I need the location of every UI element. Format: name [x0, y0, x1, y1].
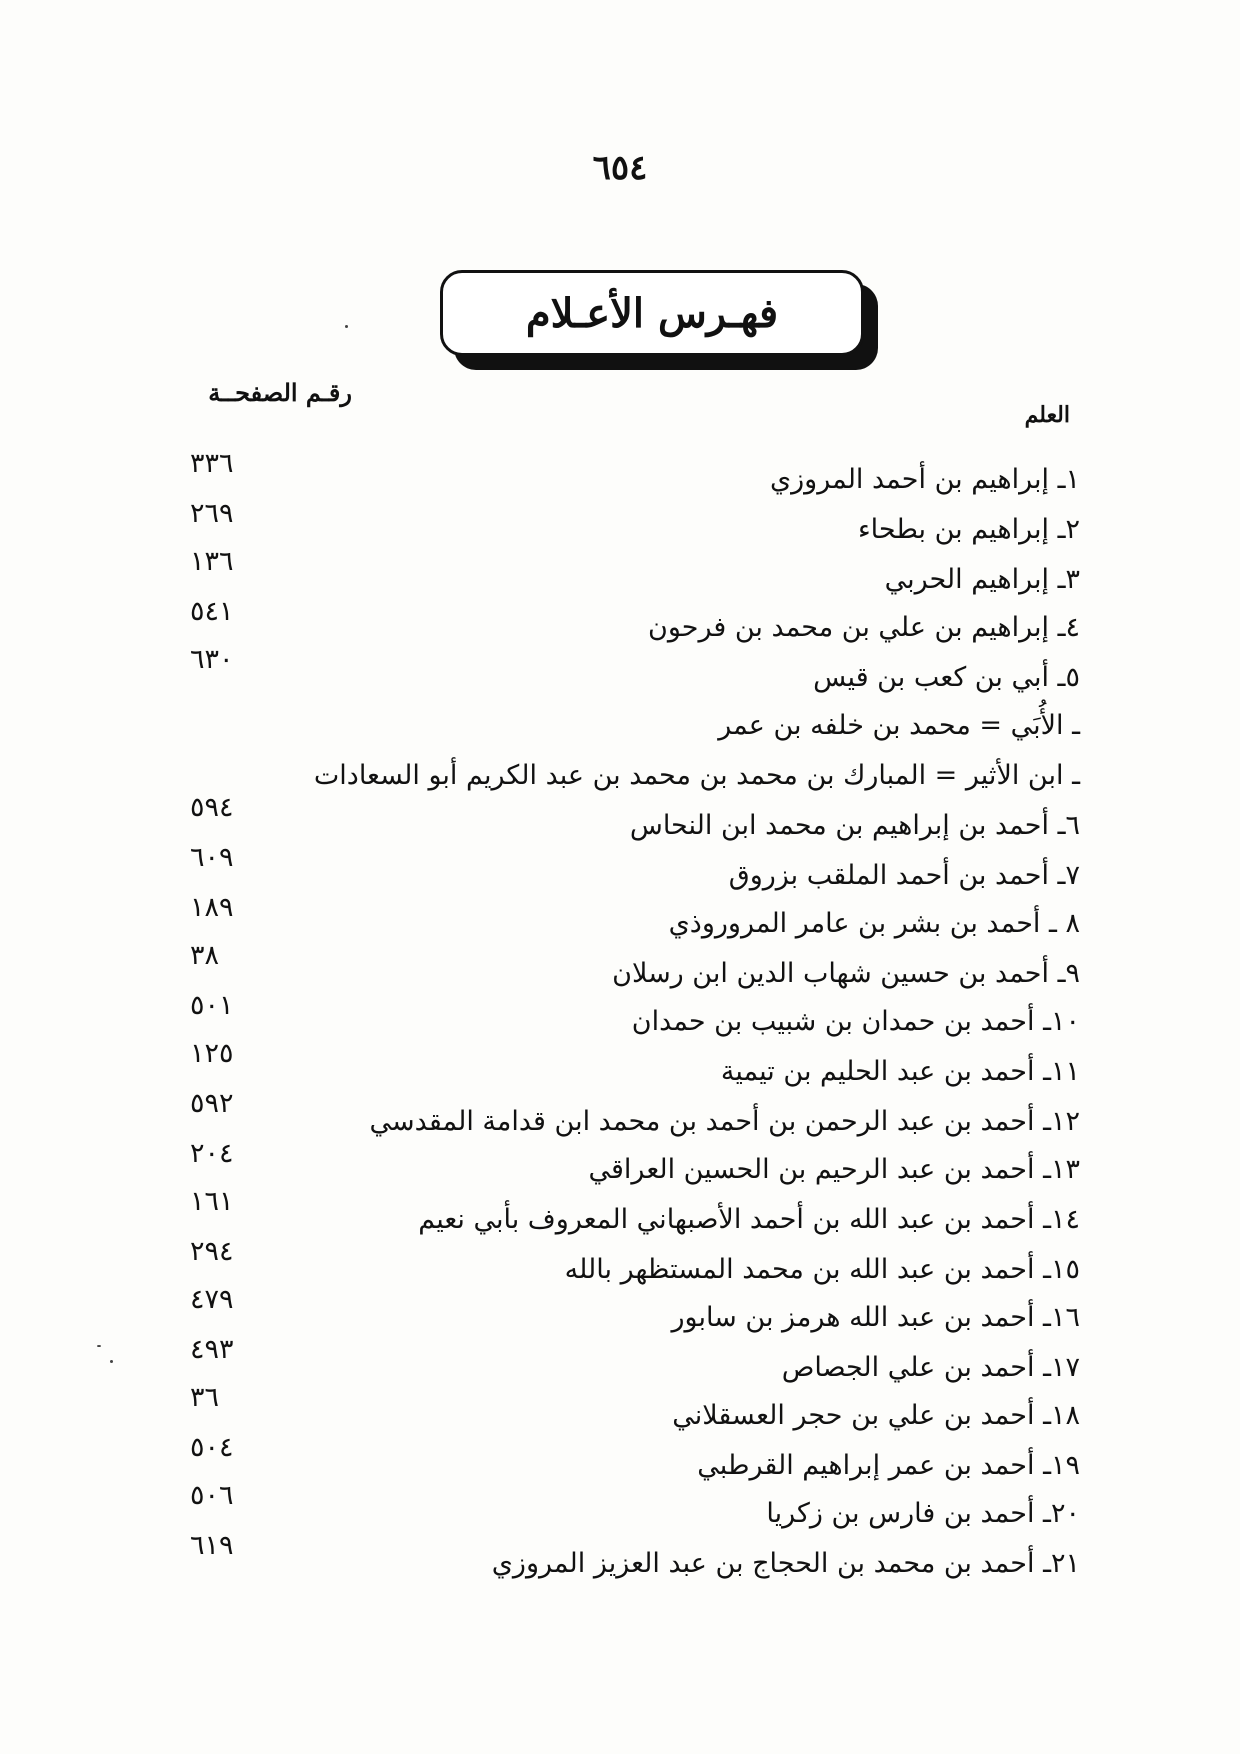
entry-page-number: ٤٩٣ [190, 1334, 234, 1365]
entry-name: ٤ـ إبراهيم بن علي بن محمد بن فرحون [648, 612, 1080, 643]
entry-name: ١٤ـ أحمد بن عبد الله بن أحمد الأصبهاني المعروف بأبي نعيم [418, 1204, 1080, 1235]
index-title: فهـرس الأعـلام [440, 270, 864, 356]
entry-name: ١٧ـ أحمد بن علي الجصاص [781, 1352, 1080, 1383]
entry-page-number: ٢٠٤ [190, 1138, 234, 1169]
entry-page-number: ١٣٦ [190, 546, 234, 577]
scan-speck [110, 1360, 113, 1363]
entry-page-number: ٦٠٩ [190, 842, 234, 873]
entry-page-number: ١٢٥ [190, 1038, 234, 1069]
entry-name: ٢٠ـ أحمد بن فارس بن زكريا [766, 1498, 1080, 1529]
entry-name: ٢ـ إبراهيم بن بطحاء [857, 514, 1080, 545]
page-number: ٦٥٤ [592, 148, 648, 188]
entry-name: ٦ـ أحمد بن إبراهيم بن محمد ابن النحاس [629, 810, 1080, 841]
entry-page-number: ٣٣٦ [190, 448, 234, 479]
entry-name: ١ـ إبراهيم بن أحمد المروزي [769, 464, 1080, 495]
entry-name: ١٨ـ أحمد بن علي بن حجر العسقلاني [672, 1400, 1080, 1431]
page-column-header: رقـم الصفحــة [208, 378, 352, 407]
entry-page-number: ١٦١ [190, 1186, 234, 1217]
entry-name: ٩ـ أحمد بن حسين شهاب الدين ابن رسلان [612, 958, 1080, 989]
entry-name: ٣ـ إبراهيم الحربي [884, 564, 1080, 595]
entry-page-number: ٣٨ [190, 940, 220, 971]
entry-page-number: ٥٠٤ [190, 1432, 234, 1463]
entry-name: ـ ابن الأثير = المبارك بن محمد بن محمد بن عبد الكريم أبو السعادات [313, 760, 1080, 791]
entry-name: ١٩ـ أحمد بن عمر إبراهيم القرطبي [697, 1450, 1080, 1481]
entry-name: ٨ ـ أحمد بن بشر بن عامر المروروذي [668, 908, 1080, 939]
entry-page-number: ٤٧٩ [190, 1284, 234, 1315]
entry-name: ١٥ـ أحمد بن عبد الله بن محمد المستظهر بالله [564, 1254, 1080, 1285]
entry-page-number: ٦١٩ [190, 1530, 234, 1561]
entry-page-number: ٥٤١ [190, 596, 234, 627]
scan-speck [345, 325, 348, 328]
entry-name: ١٠ـ أحمد بن حمدان بن شبيب بن حمدان [631, 1006, 1080, 1037]
entry-page-number: ٣٦ [190, 1382, 220, 1413]
entry-name: ٥ـ أبي بن كعب بن قيس [813, 662, 1080, 693]
scan-speck [97, 1345, 101, 1347]
entry-name: ١١ـ أحمد بن عبد الحليم بن تيمية [720, 1056, 1080, 1087]
entry-page-number: ٦٣٠ [190, 644, 234, 675]
entry-name: ـ الأُبَي = محمد بن خلفه بن عمر [718, 710, 1080, 741]
entry-name: ٧ـ أحمد بن أحمد الملقب بزروق [728, 860, 1080, 891]
entry-name: ١٣ـ أحمد بن عبد الرحيم بن الحسين العراقي [588, 1154, 1080, 1185]
entry-page-number: ٥٩٢ [190, 1088, 234, 1119]
entry-page-number: ٥٩٤ [190, 792, 234, 823]
entry-page-number: ١٨٩ [190, 892, 234, 923]
name-column-header: العلم [1024, 402, 1070, 428]
entry-name: ١٢ـ أحمد بن عبد الرحمن بن أحمد بن محمد ابن قدامة المقدسي [369, 1106, 1080, 1137]
entry-page-number: ٢٦٩ [190, 498, 234, 529]
entry-name: ٢١ـ أحمد بن محمد بن الحجاج بن عبد العزيز المروزي [491, 1548, 1080, 1579]
entry-page-number: ٥٠٦ [190, 1480, 234, 1511]
entry-page-number: ٢٩٤ [190, 1236, 234, 1267]
entry-name: ١٦ـ أحمد بن عبد الله هرمز بن سابور [671, 1302, 1080, 1333]
entry-page-number: ٥٠١ [190, 990, 234, 1021]
